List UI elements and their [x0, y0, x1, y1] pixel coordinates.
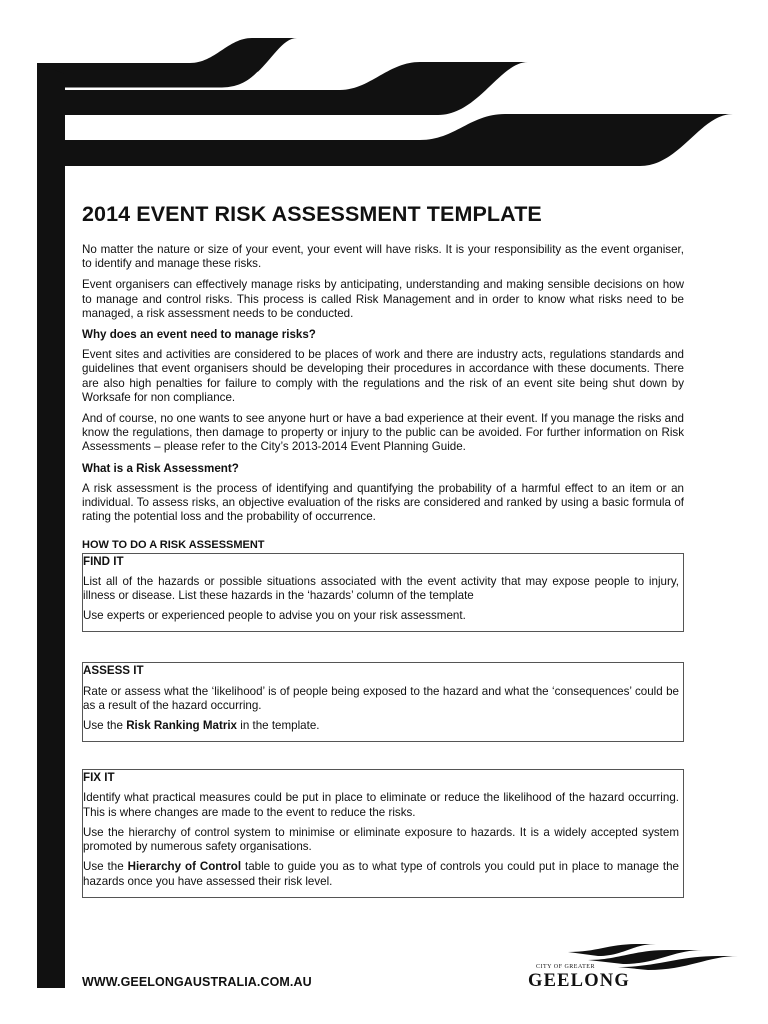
find-it-paragraph-2: Use experts or experienced people to advise you on your risk assessment. [83, 609, 466, 623]
assess-it-box [82, 662, 684, 742]
why-paragraph-2: And of course, no one wants to see anyone hurt or have a bad experience at their event. If you manage the risks and know the regulations, then damage to property or injury to the public can be avoided. For further information on Risk Assessments – please refer to the City’s 2013-2014 Event Planning Guide. [82, 412, 684, 454]
footer-website-url: WWW.GEELONGAUSTRALIA.COM.AU [82, 975, 312, 989]
flag-pole [37, 63, 65, 988]
hierarchy-of-control-term: Hierarchy of Control [127, 860, 242, 874]
assess-it-title: ASSESS IT [83, 664, 144, 678]
risk-ranking-matrix-term: Risk Ranking Matrix [126, 719, 238, 733]
flag-stripe-1 [37, 38, 297, 88]
howto-heading: HOW TO DO A RISK ASSESSMENT [82, 539, 265, 552]
find-it-title: FIND IT [83, 554, 124, 568]
logo-city-of-greater-text: CITY OF GREATER [536, 964, 595, 970]
why-paragraph-1: Event sites and activities are considered to be places of work and there are industry acts, regulations standards and guidelines that event organisers should be developing their procedures in accordance with these documents. There are also high penalties for failure to comply with the regulations and the risk of an event site being shut down by Worksafe for non compliance. [82, 348, 684, 404]
what-paragraph-1: A risk assessment is the process of identifying and quantifying the probability of a harmful effect to an item or an individual. To assess risks, an objective evaluation of the risks are considered and ranked by using a basic formula of rating the potential loss and the probability of occurrence. [82, 481, 684, 524]
logo-geelong-text: GEELONG [528, 971, 630, 991]
document-title: 2014 EVENT RISK ASSESSMENT TEMPLATE [82, 202, 542, 226]
flag-stripe-3 [65, 114, 733, 166]
intro-paragraph-1: No matter the nature or size of your event, your event will have risks. It is your responsibility as the event organiser, to identify and manage these risks. [82, 243, 684, 271]
assess-it-paragraph-1: Rate or assess what the ‘likelihood’ is of people being exposed to the hazard and what the ‘consequences’ could be as a result of the hazard occurring. [83, 684, 679, 712]
geelong-logo [528, 940, 738, 996]
what-heading: What is a Risk Assessment? [82, 461, 239, 475]
fix-it-paragraph-3: Use the Hierarchy of Control table to guide you as to what type of controls you could put in place to manage the hazards once you have assessed their risk level. [83, 860, 679, 888]
document-body [82, 202, 684, 898]
assess-it-paragraph-2: Use the Risk Ranking Matrix in the template. [83, 719, 320, 733]
find-it-paragraph-1: List all of the hazards or possible situations associated with the event activity that may expose people to injury, illness or disease. List these hazards in the ‘hazards’ column of the template [83, 574, 679, 603]
why-heading: Why does an event need to manage risks? [82, 328, 316, 342]
fix-it-box [82, 769, 684, 897]
fix-it-paragraph-2: Use the hierarchy of control system to minimise or eliminate exposure to hazards. It is a widely accepted system promoted by numerous safety organisations. [83, 825, 679, 854]
fix-it-title: FIX IT [83, 771, 115, 785]
intro-paragraph-2: Event organisers can effectively manage risks by anticipating, understanding and making sensible decisions on how to manage and control risks. This process is called Risk Management and in order to know what risks need to be managed, a risk assessment needs to be conducted. [82, 278, 684, 320]
fix-it-paragraph-1: Identify what practical measures could be put in place to eliminate or reduce the likelihood of the hazard occurring. This is where changes are made to the event to reduce the risks. [83, 791, 679, 819]
find-it-box [82, 553, 684, 633]
